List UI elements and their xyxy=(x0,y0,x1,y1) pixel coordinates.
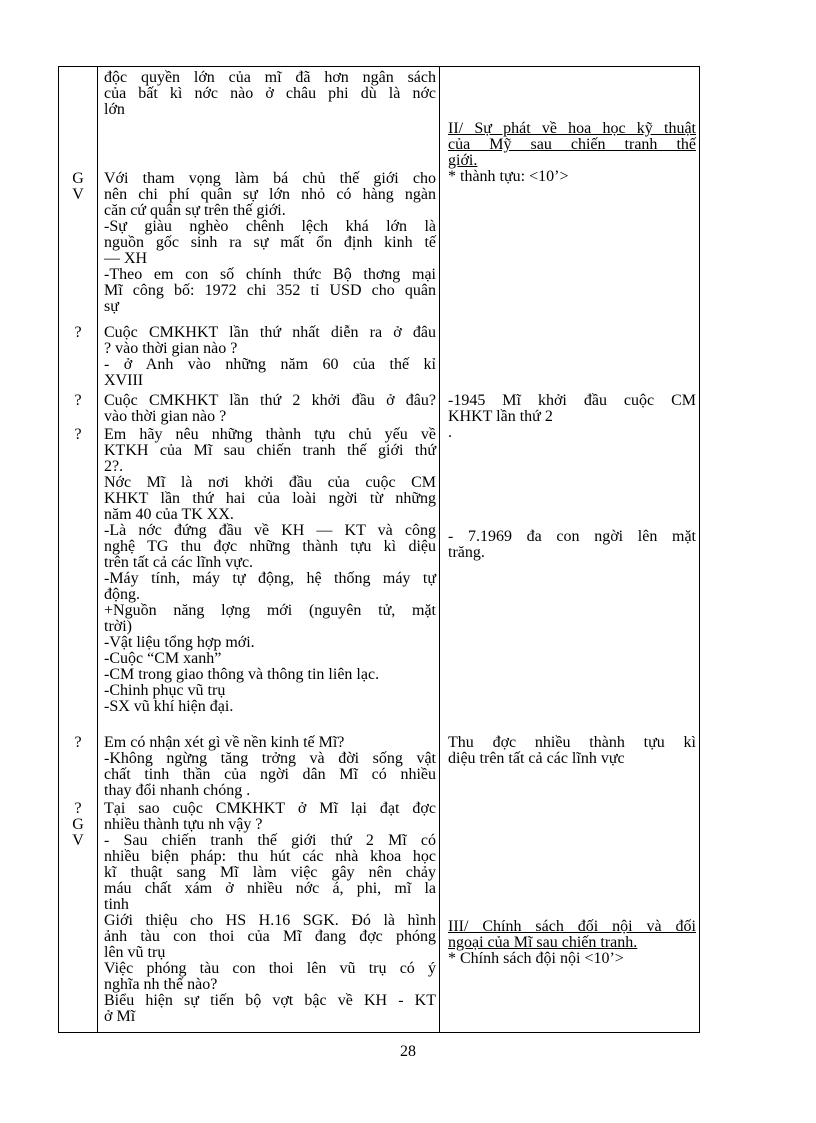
text-line: -Sự giàu nghèo chênh lệch khá lớn là xyxy=(104,218,436,235)
text-line: thay đổi nhanh chóng . xyxy=(104,782,251,799)
text-line: sự xyxy=(104,298,119,315)
text-line: Tại sao cuộc CMKHKT ở Mĩ lại đạt đợc xyxy=(104,800,436,817)
right-block-3 xyxy=(448,735,696,767)
marker-text: G xyxy=(72,816,84,833)
text-line: -Là nớc đứng đầu về KH — KT và công xyxy=(104,522,436,539)
marker-text: G xyxy=(72,170,84,187)
mid-block-4 xyxy=(104,393,436,425)
text-line: trời) xyxy=(104,618,133,635)
right-block-2 xyxy=(448,529,696,561)
text-line: Thu đợc nhiều thành tựu kì xyxy=(448,734,696,751)
subheading-line: * Chính sách đội nội <10’> xyxy=(448,950,624,967)
text-line: -Cuộc “CM xanh” xyxy=(104,650,222,667)
text-line: Nớc Mĩ là nơi khởi đầu của cuộc CM xyxy=(104,474,436,491)
teacher-marker xyxy=(59,171,97,203)
text-line: -Máy tính, máy tự động, hệ thống máy tự xyxy=(104,570,436,587)
text-line: -CM trong giao thông và thông tin liên lạc. xyxy=(104,666,380,683)
text-line: KHKT lần thứ hai của loài ngời từ những xyxy=(104,490,436,507)
text-line: ảnh tàu con thoi của Mĩ đang đợc phóng xyxy=(104,928,436,945)
text-line: 2?. xyxy=(104,458,124,475)
marker-text: ? xyxy=(74,392,82,409)
marker-text: ? xyxy=(74,324,82,341)
text-line: -Chinh phục vũ trụ xyxy=(104,682,226,699)
question-marker xyxy=(59,393,97,409)
text-line: Cuộc CMKHKT lần thứ 2 khởi đầu ở đâu? xyxy=(104,392,436,409)
right-block-1 xyxy=(448,393,696,441)
text-line: - ở Anh vào những năm 60 của thế kỉ xyxy=(104,356,436,373)
marker-text: ? xyxy=(74,734,82,751)
mid-block-3 xyxy=(104,325,436,389)
text-line: +Nguồn năng lợng mới (nguyên tử, mặt xyxy=(104,602,436,619)
section-heading-2 xyxy=(448,121,696,185)
text-line: - 7.1969 đa con ngời lên mặt xyxy=(448,528,696,545)
text-line: nhiều biện pháp: thu hút các nhà khoa học xyxy=(104,848,436,865)
heading-line: II/ Sự phát về hoa học kỹ thuật xyxy=(448,120,696,137)
column-divider xyxy=(439,67,440,1032)
text-line: nghĩa nh thế nào? xyxy=(104,976,218,993)
marker-text: ? xyxy=(74,426,82,443)
text-line: Cuộc CMKHKT lần thứ nhất diễn ra ở đâu xyxy=(104,324,436,341)
text-line: của bất kì nớc nào ở châu phi dù là nớc xyxy=(104,85,436,102)
heading-line: giới. xyxy=(448,152,478,169)
text-line: Giới thiệu cho HS H.16 SGK. Đó là hình xyxy=(104,912,436,929)
text-line: độc quyền lớn của mĩ đã hơn ngân sách xyxy=(104,69,436,86)
text-line: KTKH của Mĩ sau chiến tranh thế giới thứ xyxy=(104,442,436,459)
text-line: tinh xyxy=(104,896,129,913)
mid-block-7 xyxy=(104,801,436,1025)
heading-line: của Mỹ sau chiến tranh thế xyxy=(448,136,696,153)
text-line: KHKT lần thứ 2 xyxy=(448,408,553,425)
text-line: lớn xyxy=(104,101,125,118)
mid-block-5 xyxy=(104,427,436,715)
text-line: căn cứ quân sự trên thế giới. xyxy=(104,202,286,219)
text-line: ? vào thời gian nào ? xyxy=(104,340,238,357)
question-marker xyxy=(59,325,97,341)
text-line: trăng. xyxy=(448,544,485,561)
text-line: Với tham vọng làm bá chủ thế giới cho xyxy=(104,170,436,187)
text-line: năm 40 của TK XX. xyxy=(104,506,234,523)
text-line: . xyxy=(448,424,452,441)
text-line: XVIII xyxy=(104,372,144,389)
text-line: vào thời gian nào ? xyxy=(104,408,227,425)
text-line: ở Mĩ xyxy=(104,1008,136,1025)
text-line: máu chất xám ở nhiều nớc á, phi, mĩ la xyxy=(104,880,436,897)
mid-block-1 xyxy=(104,70,436,118)
text-line: kĩ thuật sang Mĩ làm việc gây nên chảy xyxy=(104,864,436,881)
column-divider xyxy=(97,67,98,1032)
text-line: chất tinh thần của ngời dân Mĩ có nhiều xyxy=(104,766,436,783)
text-line: nên chi phí quân sự lớn nhỏ có hàng ngàn xyxy=(104,186,436,203)
mid-block-2 xyxy=(104,171,436,315)
heading-line: III/ Chính sách đối nội và đối xyxy=(448,918,696,935)
text-line: trên tất cả các lĩnh vực. xyxy=(104,554,254,571)
text-line: Biểu hiện sự tiến bộ vợt bậc về KH - KT xyxy=(104,992,436,1009)
question-marker xyxy=(59,427,97,443)
text-line: nhiều thành tựu nh vậy ? xyxy=(104,816,263,833)
text-line: lên vũ trụ xyxy=(104,944,166,961)
text-line: -1945 Mĩ khởi đầu cuộc CM xyxy=(448,392,696,409)
question-marker xyxy=(59,735,97,751)
heading-line: ngoại của Mĩ sau chiến tranh. xyxy=(448,934,638,951)
subheading-line: * thành tựu: <10’> xyxy=(448,168,569,185)
text-line: Em có nhận xét gì về nền kinh tế Mĩ? xyxy=(104,734,345,751)
text-line: nghệ TG thu đợc những thành tựu kì diệu xyxy=(104,538,436,555)
text-line: động. xyxy=(104,586,140,603)
text-line: — XH xyxy=(104,250,148,267)
marker-text: V xyxy=(72,832,84,849)
page-number: 28 xyxy=(400,1043,416,1060)
text-line: diệu trên tất cả các lĩnh vực xyxy=(448,750,625,767)
marker-text: ? xyxy=(74,800,82,817)
teacher-marker xyxy=(59,801,97,849)
text-line: Việc phóng tàu con thoi lên vũ trụ có ý xyxy=(104,960,436,977)
mid-block-6 xyxy=(104,735,436,799)
section-heading-3 xyxy=(448,919,696,967)
text-line: Mĩ công bố: 1972 chi 352 tỉ USD cho quân xyxy=(104,282,436,299)
text-line: - Sau chiến tranh thế giới thứ 2 Mĩ có xyxy=(104,832,436,849)
text-line: -Không ngừng tăng trởng và đời sống vật xyxy=(104,750,436,767)
text-line: -Theo em con số chính thức Bộ thơng mại xyxy=(104,266,436,283)
text-line: -Vật liệu tổng hợp mới. xyxy=(104,634,255,651)
lesson-table xyxy=(58,66,700,1033)
text-line: nguồn gốc sinh ra sự mất ổn định kinh tế xyxy=(104,234,436,251)
marker-text: V xyxy=(72,186,84,203)
text-line: Em hãy nêu những thành tựu chủ yếu về xyxy=(104,426,436,443)
text-line: -SX vũ khí hiện đại. xyxy=(104,698,234,715)
